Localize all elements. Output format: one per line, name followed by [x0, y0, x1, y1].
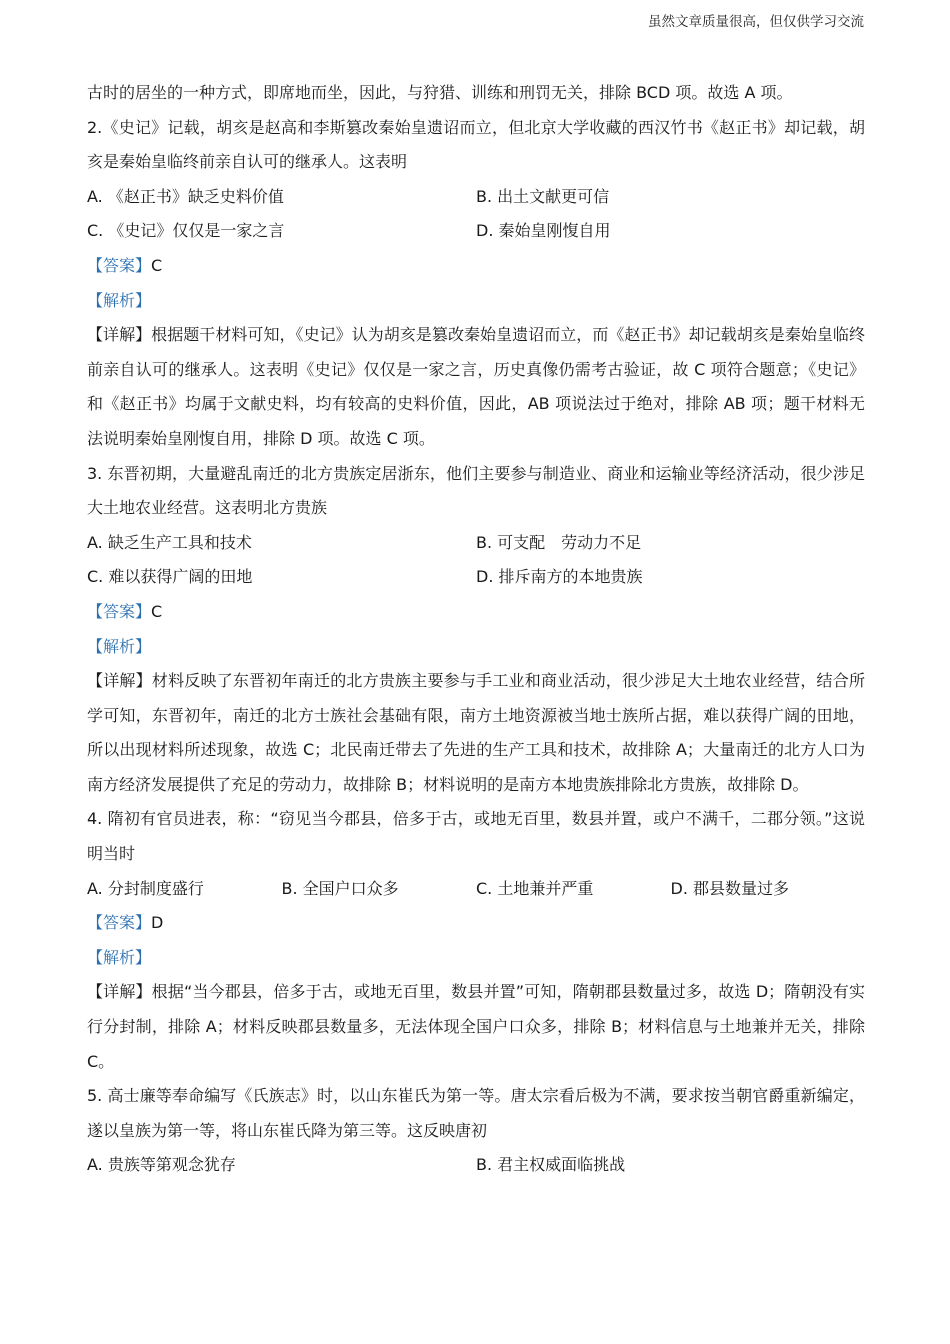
question-3-options [87, 560, 865, 595]
analysis-tag: 【解析】 [87, 636, 152, 656]
detail-text: 根据题干材料可知，《史记》认为胡亥是篡改秦始皇遗诏而立，而《赵正书》却记载胡亥是秦始皇临终前亲自认可的继承人。这表明《史记》仅仅是一家之言，历史真像仍需考古验证，故 C 项符合题意；《史记》和《赵正书》均属于文献史料，均有较高的史料价值，因此，AB 项说法过于绝对，排除 AB 项；题干材料无法说明秦始皇刚愎自用，排除 D 项。故选 C 项。 [87, 325, 865, 448]
detail-tag: 【详解】 [87, 325, 152, 345]
question-2-stem: 2.《史记》记载，胡亥是赵高和李斯篡改秦始皇遗诏而立，但北京大学收藏的西汉竹书《赵正书》却记载，胡亥是秦始皇临终前亲自认可的继承人。这表明 [87, 117, 865, 172]
watermark: 虽然文章质量很高，但仅供学习交流 [648, 14, 864, 30]
question-3-stem: 3. 东晋初期，大量避乱南迁的北方贵族定居浙东，他们主要参与制造业、商业和运输业等经济活动，很少涉足大土地农业经营。这表明北方贵族 [87, 463, 865, 518]
analysis-line [87, 630, 865, 665]
question-3-options [87, 526, 865, 561]
answer-line [87, 906, 865, 941]
answer-tag: 【答案】 [87, 255, 152, 275]
option-c: C. 难以获得广阔的田地 [87, 567, 253, 587]
option-c: C. 《史记》仅仅是一家之言 [87, 221, 285, 241]
detail-paragraph [87, 664, 865, 802]
option-d: D. 排斥南方的本地贵族 [476, 567, 643, 587]
detail-text: 材料反映了东晋初年南迁的北方贵族主要参与手工业和商业活动，很少涉足大土地农业经营，结合所学可知，东晋初年，南迁的北方士族社会基础有限，南方土地资源被当地士族所占据，难以获得广阔的田地，所以出现材料所述现象，故选 C；北民南迁带去了先进的生产工具和技术，故排除 A；大量南迁的北方人口为南方经济发展提供了充足的劳动力，故排除 B；材料说明的是南方本地贵族排除北方贵族，故排除 D。 [87, 671, 865, 794]
option-b: B. 可支配 劳动力不足 [476, 532, 642, 552]
option-c: C. 土地兼并严重 [476, 878, 594, 898]
answer-value: C [151, 601, 163, 621]
analysis-tag: 【解析】 [87, 947, 152, 967]
question-5-options [87, 1148, 865, 1183]
option-d: D. 郡县数量过多 [670, 878, 789, 898]
question-2-options [87, 214, 865, 249]
intro-paragraph: 古时的居坐的一种方式，即席地而坐，因此，与狩猎、训练和刑罚无关，排除 BCD 项。故选 A 项。 [87, 83, 793, 102]
analysis-line [87, 941, 865, 976]
analysis-tag: 【解析】 [87, 290, 152, 310]
detail-tag: 【详解】 [87, 671, 152, 691]
option-b: B. 全国户口众多 [281, 878, 399, 898]
question-4-options [87, 872, 865, 907]
content [87, 76, 865, 1183]
detail-paragraph [87, 318, 865, 456]
answer-tag: 【答案】 [87, 601, 152, 621]
answer-line [87, 249, 865, 284]
detail-tag: 【详解】 [87, 982, 152, 1002]
question-4-stem: 4. 隋初有官员进表，称：“窃见当今郡县，倍多于古，或地无百里，数县并置，或户不满千，二郡分领。”这说明当时 [87, 809, 865, 864]
question-5-stem: 5. 高士廉等奉命编写《氏族志》时，以山东崔氏为第一等。唐太宗看后极为不满，要求按当朝官爵重新编定，遂以皇族为第一等，将山东崔氏降为第三等。这反映唐初 [87, 1086, 865, 1140]
option-b: B. 君主权威面临挑战 [476, 1155, 626, 1175]
answer-line [87, 595, 865, 630]
detail-text: 根据“当今郡县，倍多于古，或地无百里，数县并置”可知，隋朝郡县数量过多，故选 D；隋朝没有实行分封制，排除 A；材料反映郡县数量多，无法体现全国户口众多，排除 B；材料信息与土地兼并无关，排除 C。 [87, 982, 865, 1071]
option-a: A. 《赵正书》缺乏史料价值 [87, 186, 284, 206]
option-a: A. 缺乏生产工具和技术 [87, 532, 252, 552]
option-b: B. 出土文献更可信 [476, 186, 610, 206]
detail-paragraph [87, 975, 865, 1079]
answer-tag: 【答案】 [87, 913, 152, 933]
option-a: A. 贵族等第观念犹存 [87, 1155, 236, 1175]
analysis-line [87, 284, 865, 319]
question-2-options [87, 180, 865, 215]
option-a: A. 分封制度盛行 [87, 878, 204, 898]
answer-value: C [151, 255, 163, 275]
answer-value: D [151, 913, 164, 933]
option-d: D. 秦始皇刚愎自用 [476, 221, 611, 241]
